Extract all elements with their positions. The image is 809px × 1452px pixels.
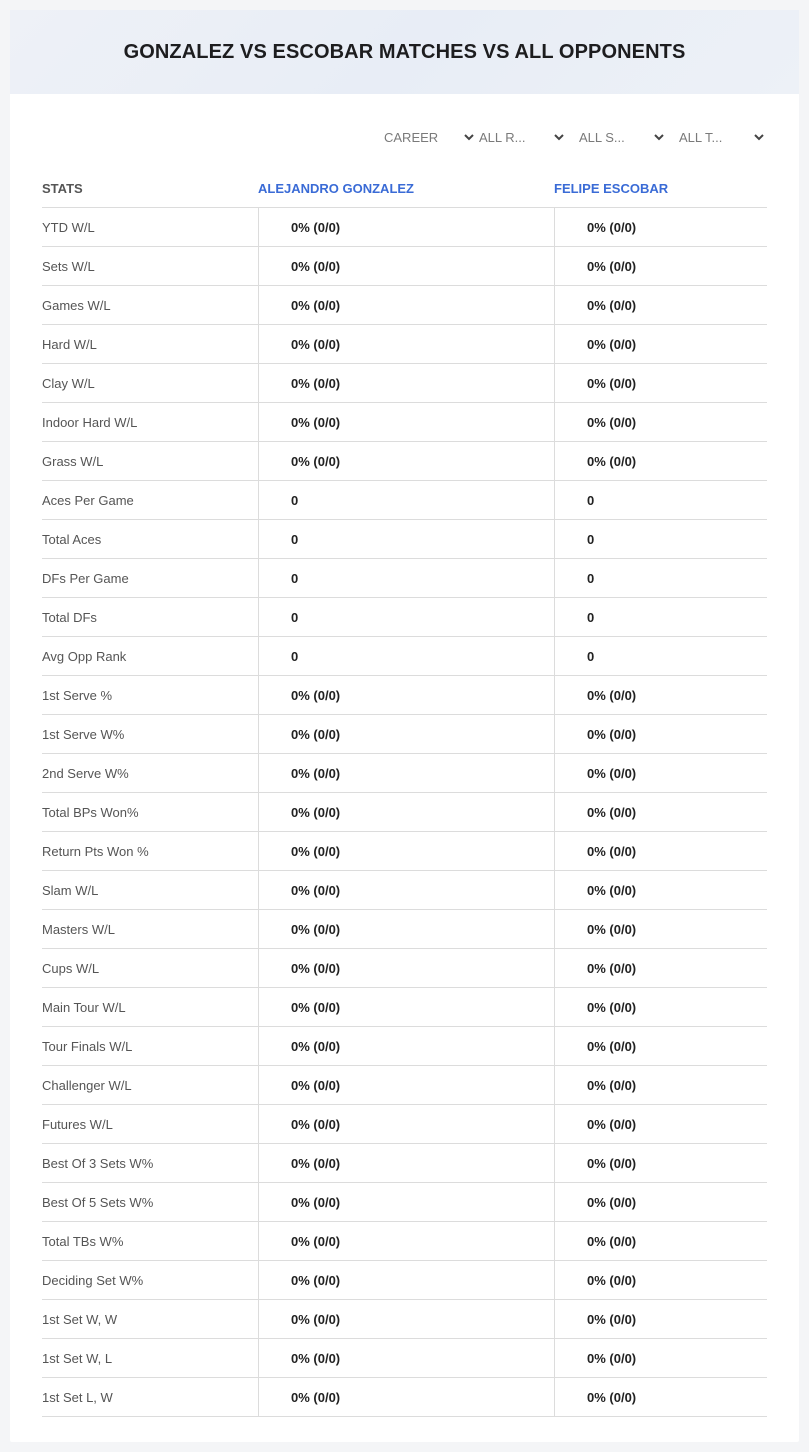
table-row: [42, 793, 767, 832]
player2-value: 0% (0/0): [554, 1066, 767, 1104]
table-row: [42, 325, 767, 364]
player2-value: 0% (0/0): [554, 1027, 767, 1065]
player1-value: 0% (0/0): [258, 754, 554, 792]
stat-label: Masters W/L: [42, 921, 115, 937]
table-row: [42, 1027, 767, 1066]
player1-value: 0% (0/0): [258, 871, 554, 909]
stat-label: 1st Set L, W: [42, 1389, 113, 1405]
player1-value: 0% (0/0): [258, 1378, 554, 1416]
stat-label: Avg Opp Rank: [42, 648, 127, 664]
player2-value: 0% (0/0): [554, 286, 767, 324]
player1-value: 0% (0/0): [258, 832, 554, 870]
table-row: [42, 208, 767, 247]
player1-link[interactable]: ALEJANDRO GONZALEZ: [258, 181, 414, 196]
player2-value: 0% (0/0): [554, 1222, 767, 1260]
surface-select[interactable]: [579, 128, 664, 146]
table-row: [42, 871, 767, 910]
player2-value: 0% (0/0): [554, 949, 767, 987]
player1-value: 0% (0/0): [258, 715, 554, 753]
stat-label: 1st Serve W%: [42, 726, 125, 742]
table-row: [42, 559, 767, 598]
stats-table: [42, 170, 767, 1417]
player2-value: 0% (0/0): [554, 1339, 767, 1377]
table-row: [42, 832, 767, 871]
stat-label: Cups W/L: [42, 960, 100, 976]
player1-value: 0% (0/0): [258, 364, 554, 402]
table-row: [42, 1066, 767, 1105]
player1-value: 0% (0/0): [258, 325, 554, 363]
player1-value: 0% (0/0): [258, 1027, 554, 1065]
player2-value: 0% (0/0): [554, 832, 767, 870]
player1-value: 0% (0/0): [258, 247, 554, 285]
player2-value: 0% (0/0): [554, 403, 767, 441]
player1-value: 0% (0/0): [258, 1222, 554, 1260]
player2-value: 0: [554, 559, 767, 597]
player2-value: 0% (0/0): [554, 247, 767, 285]
stat-label: Futures W/L: [42, 1116, 113, 1132]
table-row: [42, 286, 767, 325]
stat-label: 1st Set W, L: [42, 1350, 113, 1366]
player1-value: 0% (0/0): [258, 403, 554, 441]
player2-value: 0% (0/0): [554, 364, 767, 402]
player2-value: 0% (0/0): [554, 793, 767, 831]
stat-label: Aces Per Game: [42, 492, 134, 508]
player2-value: 0% (0/0): [554, 442, 767, 480]
table-row: [42, 1378, 767, 1417]
table-row: [42, 598, 767, 637]
player2-value: 0% (0/0): [554, 754, 767, 792]
player1-value: 0% (0/0): [258, 1183, 554, 1221]
player2-value: 0% (0/0): [554, 715, 767, 753]
page-title: GONZALEZ VS ESCOBAR MATCHES VS ALL OPPONENTS: [123, 40, 686, 63]
period-select-value: CAREER: [384, 129, 439, 145]
table-row: [42, 1261, 767, 1300]
stat-label: YTD W/L: [42, 219, 95, 235]
player2-value: 0: [554, 598, 767, 636]
player2-value: 0: [554, 637, 767, 675]
player1-value: 0% (0/0): [258, 1144, 554, 1182]
player1-value: 0% (0/0): [258, 1105, 554, 1143]
player1-value: 0: [258, 637, 554, 675]
chevron-down-icon: [654, 132, 664, 142]
stat-label: Total DFs: [42, 609, 97, 625]
stat-label: Total BPs Won%: [42, 804, 139, 820]
stat-label: Sets W/L: [42, 258, 95, 274]
stat-label: Best Of 5 Sets W%: [42, 1194, 154, 1210]
player2-value: 0% (0/0): [554, 325, 767, 363]
player1-value: 0% (0/0): [258, 1261, 554, 1299]
player2-value: 0% (0/0): [554, 1261, 767, 1299]
period-select[interactable]: [384, 128, 474, 146]
player2-value: 0% (0/0): [554, 1144, 767, 1182]
player1-value: 0% (0/0): [258, 208, 554, 246]
player2-value: 0: [554, 520, 767, 558]
stat-label: Total TBs W%: [42, 1233, 124, 1249]
table-row: [42, 403, 767, 442]
chevron-down-icon: [754, 132, 764, 142]
player1-value: 0: [258, 481, 554, 519]
surface-select-value: ALL S...: [579, 129, 625, 145]
player2-value: 0% (0/0): [554, 871, 767, 909]
tournament-select[interactable]: [679, 128, 764, 146]
tournament-select-value: ALL T...: [679, 129, 723, 145]
stat-label: Best Of 3 Sets W%: [42, 1155, 154, 1171]
table-row: [42, 1300, 767, 1339]
player2-value: 0% (0/0): [554, 1183, 767, 1221]
player2-value: 0% (0/0): [554, 910, 767, 948]
table-row: [42, 949, 767, 988]
round-select[interactable]: [479, 128, 564, 146]
table-row: [42, 637, 767, 676]
player2-value: 0% (0/0): [554, 1300, 767, 1338]
stat-label: Clay W/L: [42, 375, 95, 391]
player1-value: 0% (0/0): [258, 442, 554, 480]
stat-label: Return Pts Won %: [42, 843, 149, 859]
card-header: [10, 10, 799, 94]
table-row: [42, 1144, 767, 1183]
stat-label: Slam W/L: [42, 882, 99, 898]
table-row: [42, 1222, 767, 1261]
table-row: [42, 481, 767, 520]
stat-label: Hard W/L: [42, 336, 97, 352]
player1-value: 0: [258, 520, 554, 558]
filter-bar: [384, 128, 764, 146]
table-row: [42, 247, 767, 286]
player1-value: 0% (0/0): [258, 910, 554, 948]
stat-label: Deciding Set W%: [42, 1272, 144, 1288]
table-row: [42, 715, 767, 754]
player1-value: 0% (0/0): [258, 1066, 554, 1104]
table-row: [42, 988, 767, 1027]
table-row: [42, 1339, 767, 1378]
player1-value: 0: [258, 598, 554, 636]
stat-label: 1st Set W, W: [42, 1311, 118, 1327]
table-row: [42, 364, 767, 403]
player1-value: 0% (0/0): [258, 793, 554, 831]
stat-label: Tour Finals W/L: [42, 1038, 133, 1054]
player1-value: 0% (0/0): [258, 1339, 554, 1377]
table-header: [42, 170, 767, 208]
stat-label: Main Tour W/L: [42, 999, 126, 1015]
player2-value: 0% (0/0): [554, 1105, 767, 1143]
player2-value: 0% (0/0): [554, 676, 767, 714]
player1-value: 0% (0/0): [258, 676, 554, 714]
stat-label: Challenger W/L: [42, 1077, 132, 1093]
stats-card: [10, 10, 799, 1442]
stat-label: 2nd Serve W%: [42, 765, 129, 781]
stat-label: 1st Serve %: [42, 687, 113, 703]
round-select-value: ALL R...: [479, 129, 526, 145]
player1-value: 0: [258, 559, 554, 597]
player1-value: 0% (0/0): [258, 1300, 554, 1338]
table-row: [42, 910, 767, 949]
player2-value: 0: [554, 481, 767, 519]
table-row: [42, 1105, 767, 1144]
chevron-down-icon: [464, 132, 474, 142]
player2-value: 0% (0/0): [554, 988, 767, 1026]
table-row: [42, 754, 767, 793]
player1-value: 0% (0/0): [258, 286, 554, 324]
stat-label: Games W/L: [42, 297, 111, 313]
stat-label: DFs Per Game: [42, 570, 129, 586]
player2-value: 0% (0/0): [554, 1378, 767, 1416]
player2-value: 0% (0/0): [554, 208, 767, 246]
stats-column-header: STATS: [42, 181, 83, 196]
table-row: [42, 520, 767, 559]
table-row: [42, 442, 767, 481]
chevron-down-icon: [554, 132, 564, 142]
table-row: [42, 1183, 767, 1222]
player1-value: 0% (0/0): [258, 988, 554, 1026]
table-body: [42, 208, 767, 1417]
stat-label: Total Aces: [42, 531, 102, 547]
player2-link[interactable]: FELIPE ESCOBAR: [554, 181, 669, 196]
stat-label: Indoor Hard W/L: [42, 414, 138, 430]
player1-value: 0% (0/0): [258, 949, 554, 987]
stat-label: Grass W/L: [42, 453, 104, 469]
table-row: [42, 676, 767, 715]
